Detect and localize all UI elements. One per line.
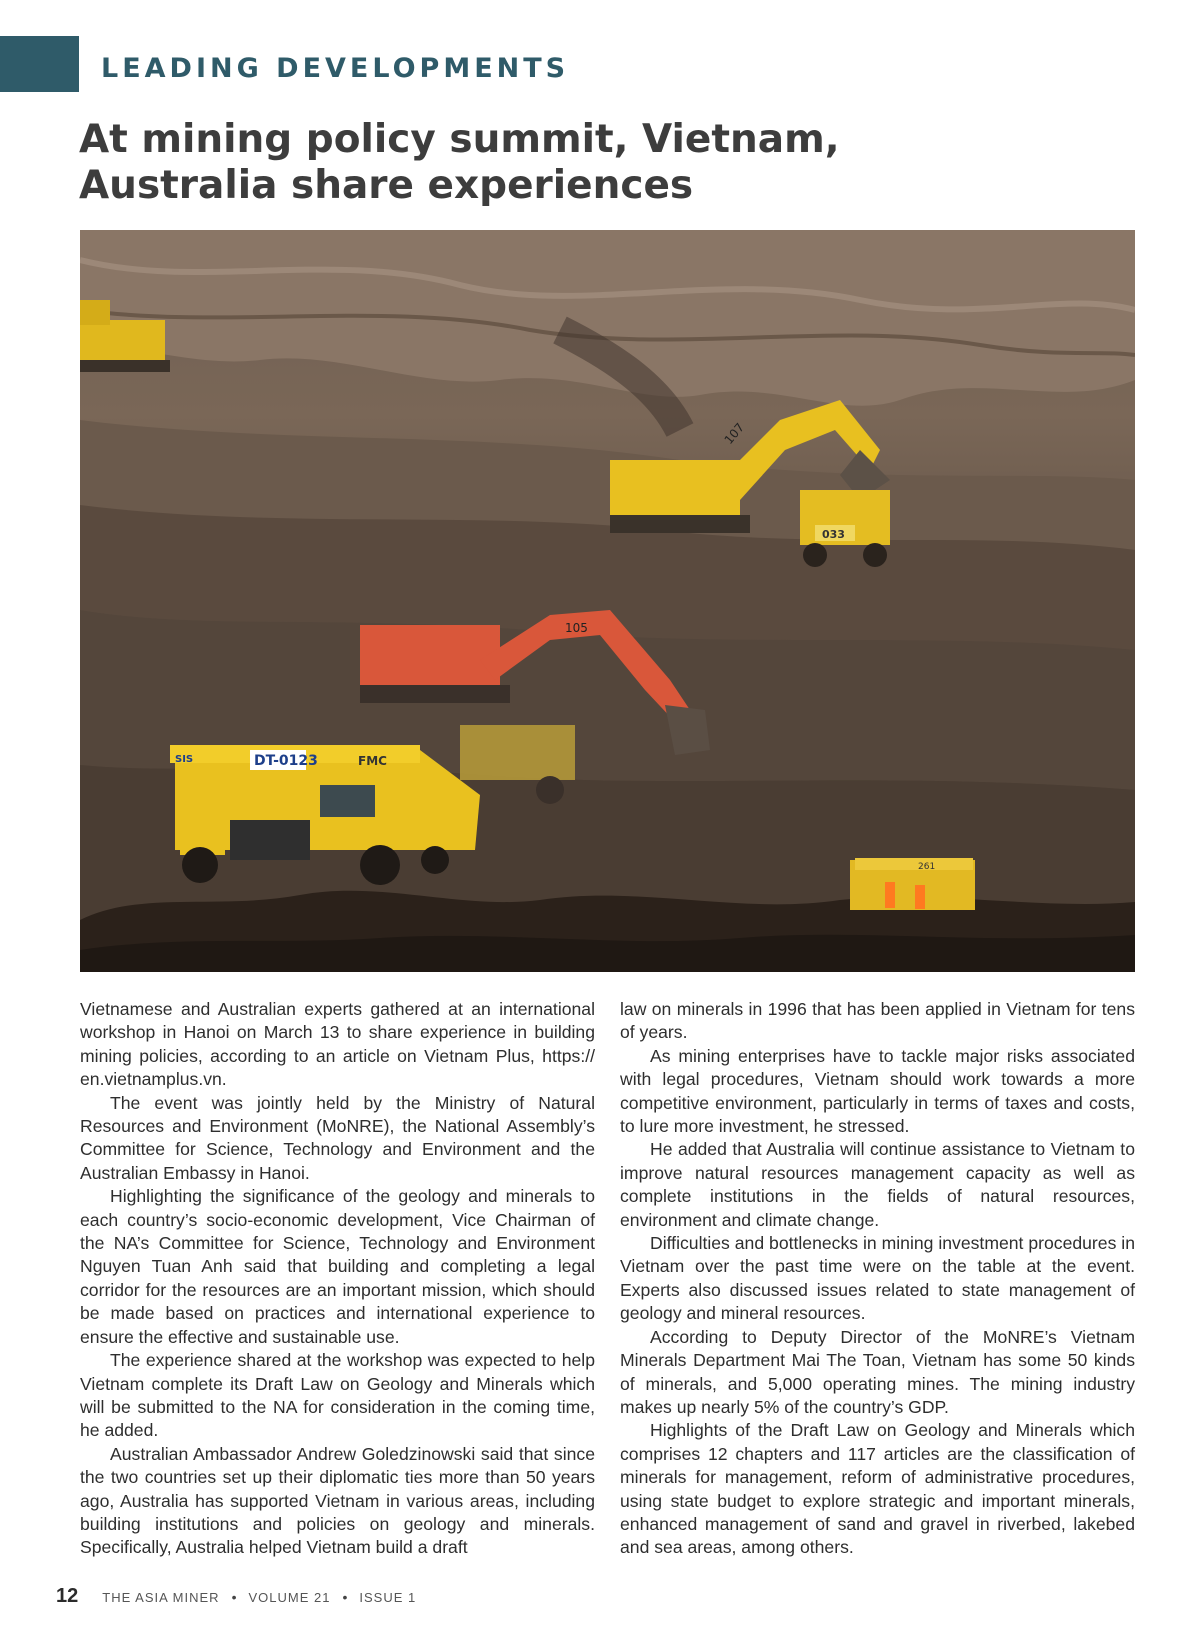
- article-column-right: [620, 998, 1135, 1560]
- truck-mid-number: 033: [822, 528, 845, 541]
- truck-front-brand: FMC: [358, 754, 387, 768]
- volume-label: VOLUME 21: [248, 1590, 331, 1605]
- truck-front-logo: SIS: [175, 754, 194, 765]
- paragraph: According to Deputy Director of the MoNRE’s Vietnam Minerals Department Mai The Toan, Vietnam has some 50 kinds of minerals, and 5,000 operating mines. The mining industry makes up nearly 5% of the country’s GDP.: [620, 1326, 1135, 1417]
- truck-right-number: 261: [918, 862, 936, 872]
- paragraph: Vietnamese and Australian experts gathered at an international workshop in Hanoi on March 13 to share experience in building mining policies, according to an article on Vietnam Plus, https:// en.vietnamplus.vn.: [80, 999, 595, 1090]
- bullet-separator: •: [231, 1589, 237, 1605]
- page-footer: [56, 1585, 416, 1609]
- headline-line-1: At mining policy summit, Vietnam,: [79, 117, 840, 162]
- bullet-separator: •: [342, 1589, 348, 1605]
- paragraph: Highlighting the significance of the geology and minerals to each country’s socio-economic development, Vice Chairman of the NA’s Committee for Science, Technology and Environment Nguyen Tuan Anh said that building and completing a legal corridor for the resources are an important mission, which should be made based on practices and international experience to ensure the effective and sustainable use.: [80, 1186, 595, 1347]
- paragraph: The event was jointly held by the Ministry of Natural Resources and Environment (MoNRE), the National Assembly’s Committee for Science, Technology and Environment and the Australian Embassy in Hanoi.: [80, 1092, 595, 1183]
- issue-label: ISSUE 1: [359, 1590, 417, 1605]
- paragraph: Highlights of the Draft Law on Geology and Minerals which comprises 12 chapters and 117 articles are the classification of minerals for management, reform of administrative procedures, using state budget to explore strategic and important minerals, enhanced management of sand and gravel in riverbed, lakebed and sea areas, among others.: [620, 1420, 1135, 1558]
- right-haul-truck: [850, 858, 975, 910]
- paragraph: As mining enterprises have to tackle major risks associated with legal procedures, Vietnam should work towards a more competitive environment, particularly in terms of taxes and costs, to lure more investment, he stressed.: [620, 1045, 1135, 1137]
- paragraph: Australian Ambassador Andrew Goledzinowski said that since the two countries set up their diplomatic ties more than 50 years ago, Australia has supported Vietnam in various areas, including building institutions and policies on geology and minerals. Specifically, Australia helped Vietnam build a draft: [80, 1443, 595, 1558]
- headline-line-2: Australia share experiences: [79, 163, 694, 208]
- section-label: LEADING DEVELOPMENTS: [101, 53, 570, 84]
- publication-name: THE ASIA MINER: [102, 1590, 220, 1605]
- truck-front-label: DT-0123: [254, 753, 318, 769]
- excavator-orange-number: 105: [565, 621, 588, 635]
- section-color-tab: [0, 36, 79, 92]
- paragraph: He added that Australia will continue assistance to Vietnam to improve natural resources management capacity as well as complete institutions in the fields of natural resources, environment and climate change.: [620, 1139, 1135, 1230]
- article-column-left: [80, 998, 595, 1560]
- paragraph: Difficulties and bottlenecks in mining investment procedures in Vietnam over the past time were on the table at the event. Experts also discussed issues related to state management of geology and mineral resources.: [620, 1233, 1135, 1324]
- paragraph: The experience shared at the workshop was expected to help Vietnam complete its Draft Law on Geology and Minerals which will be submitted to the NA for consideration in the coming time, he added.: [80, 1350, 595, 1441]
- page-number: 12: [56, 1585, 79, 1607]
- paragraph: law on minerals in 1996 that has been applied in Vietnam for tens of years.: [620, 999, 1135, 1043]
- mining-site-photo: [80, 230, 1135, 972]
- mining-scene-illustration: [80, 230, 1135, 972]
- article-headline: [79, 117, 979, 209]
- excavator-yellow-number: 107: [721, 420, 748, 447]
